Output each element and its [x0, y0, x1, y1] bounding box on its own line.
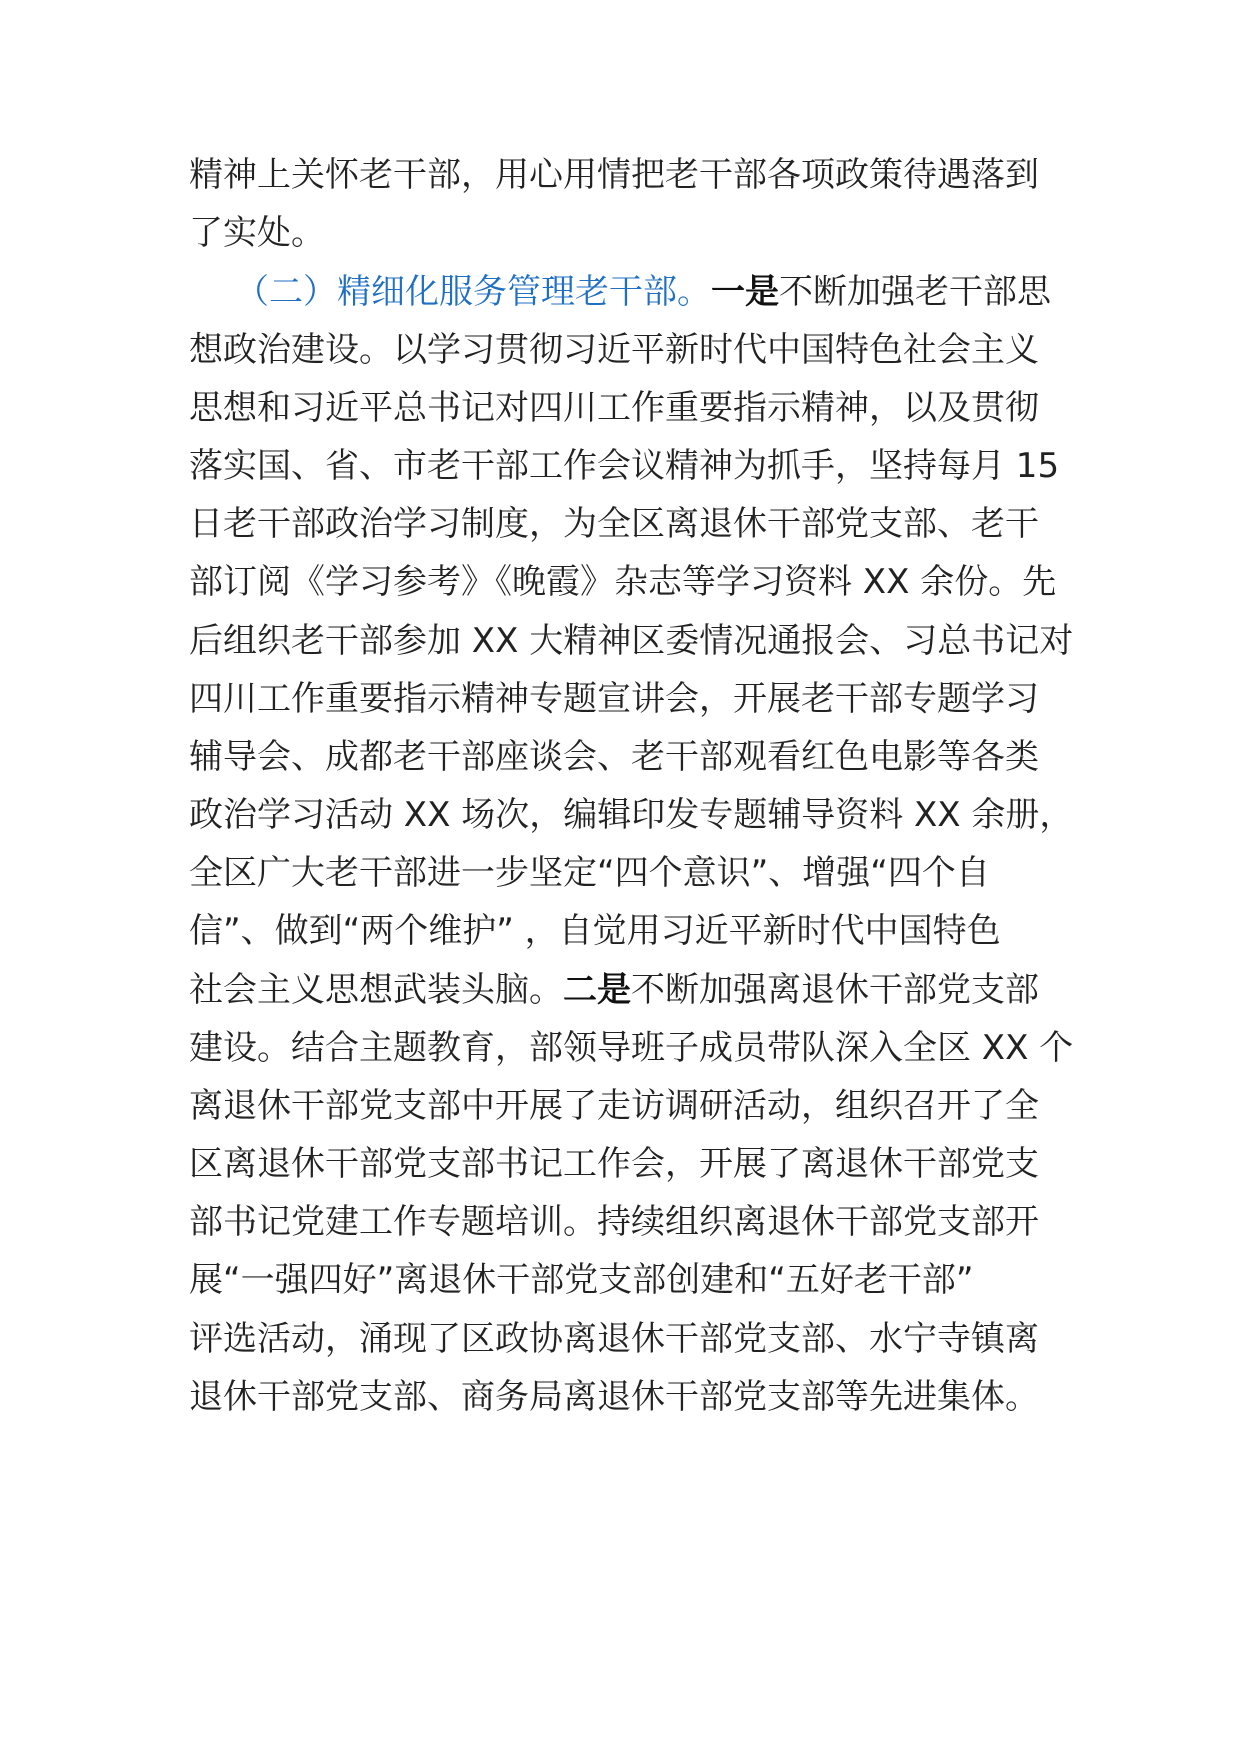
paragraph-2-line-5	[189, 499, 1039, 549]
paragraph-2-line-8	[189, 674, 1039, 724]
paragraph-2-line-1-rest: 不断加强老干部思	[779, 272, 1051, 312]
paragraph-2-line-11-text: 全区广大老干部进一步坚定“四个意识”、增强“四个自	[189, 853, 990, 893]
paragraph-2-line-5-text: 日老干部政治学习制度，为全区离退休干部党支部、老干	[189, 504, 1039, 544]
paragraph-2-line-18	[189, 1255, 973, 1305]
lead-marker-1: 一是	[711, 272, 779, 312]
paragraph-2-line-15-text: 离退休干部党支部中开展了走访调研活动，组织召开了全	[189, 1086, 1039, 1126]
paragraph-2-line-14	[189, 1023, 1073, 1073]
paragraph-1-line-2	[189, 208, 325, 258]
paragraph-2-line-13	[189, 965, 1039, 1015]
paragraph-2-line-17	[189, 1197, 1039, 1247]
paragraph-2-line-15	[189, 1081, 1039, 1131]
paragraph-2-line-3-text: 思想和习近平总书记对四川工作重要指示精神，以及贯彻	[189, 388, 1039, 428]
paragraph-2-line-20-text: 退休干部党支部、商务局离退休干部党支部等先进集体。	[189, 1377, 1039, 1417]
paragraph-2-line-7-text: 后组织老干部参加 XX 大精神区委情况通报会、习总书记对	[189, 621, 1074, 661]
paragraph-2-line-1	[235, 267, 1051, 317]
paragraph-1-line-1-text: 精神上关怀老干部，用心用情把老干部各项政策待遇落到	[189, 155, 1039, 195]
lead-marker-2: 二是	[563, 970, 631, 1010]
paragraph-2-line-6-text: 部订阅《学习参考》《晚霞》杂志等学习资料 XX 余份。先	[189, 562, 1057, 602]
paragraph-2-line-8-text: 四川工作重要指示精神专题宣讲会，开展老干部专题学习	[189, 679, 1039, 719]
paragraph-2-line-19	[189, 1314, 1039, 1364]
paragraph-2-line-17-text: 部书记党建工作专题培训。持续组织离退休干部党支部开	[189, 1202, 1039, 1242]
paragraph-2-line-12-text: 信”、做到“两个维护” ，自觉用习近平新时代中国特色	[189, 911, 1001, 951]
paragraph-2-line-11	[189, 848, 990, 898]
paragraph-2-line-10	[189, 790, 1073, 840]
paragraph-2-line-9	[189, 732, 1039, 782]
paragraph-1-line-1	[189, 150, 1039, 200]
paragraph-2-line-20	[189, 1372, 1039, 1422]
paragraph-2-line-4-text: 落实国、省、市老干部工作会议精神为抓手，坚持每月 15	[189, 446, 1060, 486]
paragraph-2-line-3	[189, 383, 1039, 433]
paragraph-2-line-16-text: 区离退休干部党支部书记工作会，开展了离退休干部党支	[189, 1144, 1039, 1184]
paragraph-2-line-12	[189, 906, 1001, 956]
paragraph-2-line-7	[189, 616, 1073, 666]
paragraph-2-line-9-text: 辅导会、成都老干部座谈会、老干部观看红色电影等各类	[189, 737, 1039, 777]
paragraph-2-line-13-start: 社会主义思想武装头脑。	[189, 970, 563, 1010]
paragraph-2-line-13-rest: 不断加强离退休干部党支部	[631, 970, 1039, 1010]
paragraph-2-line-14-text: 建设。结合主题教育，部领导班子成员带队深入全区 XX 个	[189, 1028, 1074, 1068]
paragraph-2-line-10-text: 政治学习活动 XX 场次，编辑印发专题辅导资料 XX 余册，	[189, 795, 1074, 835]
paragraph-2-line-19-text: 评选活动，涌现了区政协离退休干部党支部、水宁寺镇离	[189, 1319, 1039, 1359]
paragraph-2-line-6	[189, 557, 1056, 607]
paragraph-2-line-2	[189, 325, 1039, 375]
paragraph-2-line-18-text: 展“一强四好”离退休干部党支部创建和“五好老干部”	[189, 1260, 974, 1300]
paragraph-2-line-2-text: 想政治建设。以学习贯彻习近平新时代中国特色社会主义	[189, 330, 1039, 370]
section-heading: （二）精细化服务管理老干部。	[235, 272, 711, 312]
paragraph-2-line-4	[189, 441, 1059, 491]
paragraph-1-line-2-text: 了实处。	[189, 213, 325, 253]
paragraph-2-line-16	[189, 1139, 1039, 1189]
